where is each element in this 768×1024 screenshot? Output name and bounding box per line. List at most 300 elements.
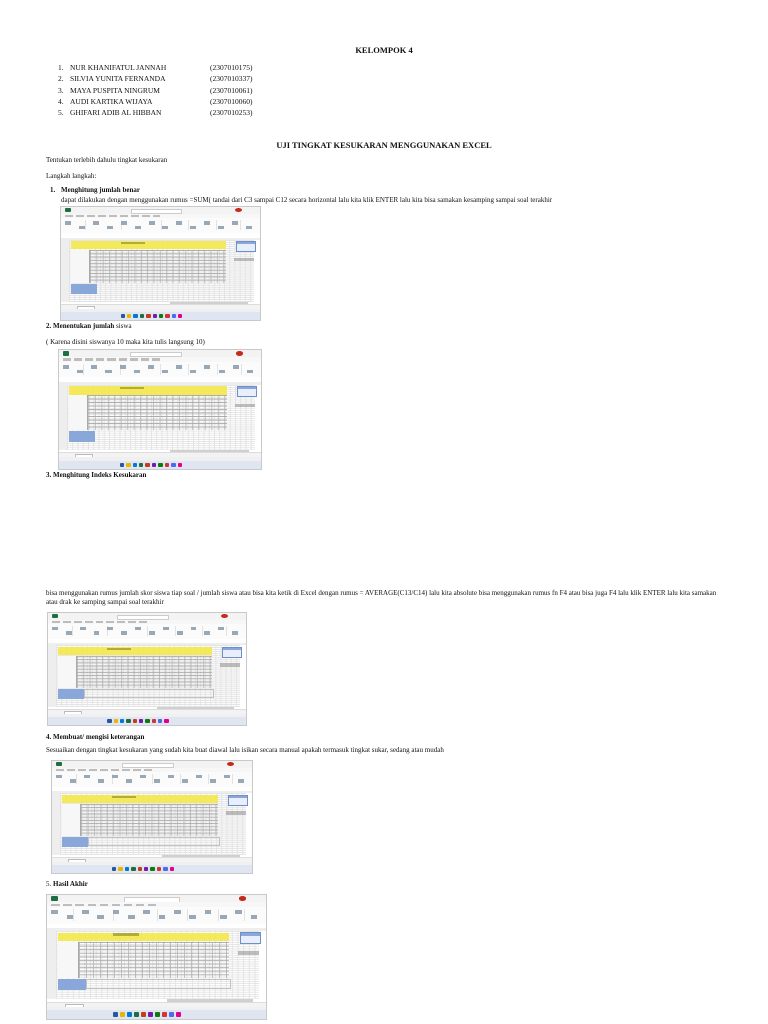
ribbon-tab — [63, 358, 71, 360]
header-highlight — [58, 647, 212, 655]
ribbon-group — [208, 774, 209, 784]
toolbar-icon — [220, 915, 227, 919]
toolbar-icon — [182, 779, 188, 783]
side-note — [220, 663, 240, 666]
toolbar-icon — [56, 775, 62, 779]
result-row — [84, 689, 215, 698]
ribbon-tab — [87, 215, 95, 217]
ribbon-tab — [141, 358, 149, 360]
row-headers — [52, 791, 60, 855]
ribbon-tab — [144, 769, 152, 771]
member-id: (2307010253) — [210, 108, 253, 118]
ribbon-group — [241, 364, 242, 375]
ribbon-group — [240, 220, 241, 230]
toolbar-icon — [162, 370, 168, 374]
toolbar-icon — [94, 631, 100, 635]
ribbon-toolbar — [47, 907, 266, 924]
ribbon-tab — [136, 904, 145, 906]
summary-rows — [58, 979, 86, 990]
taskbar-app-icon — [112, 867, 116, 871]
toolbar-icon — [219, 370, 225, 374]
member-number: 2. — [58, 74, 64, 84]
toolbar-icon — [112, 775, 118, 779]
toolbar-icon — [143, 910, 150, 914]
toolbar-icon — [84, 775, 90, 779]
ribbon-group — [72, 626, 73, 636]
member-name: GHIFARI ADIB AL HIBBAN — [70, 108, 162, 118]
taskbar-app-icon — [140, 314, 144, 318]
ribbon-toolbar — [59, 362, 261, 378]
toolbar-icon — [154, 779, 160, 783]
taskbar-app-icon — [170, 867, 174, 871]
member-id: (2307010175) — [210, 63, 253, 72]
ribbon-tab — [128, 621, 136, 623]
taskbar-app-icon — [126, 463, 130, 467]
toolbar-icon — [204, 365, 210, 369]
windows-taskbar — [48, 717, 246, 725]
excel-logo-icon — [63, 351, 69, 355]
ribbon-group — [152, 774, 153, 784]
toolbar-icon — [247, 370, 253, 374]
ribbon-tab — [89, 769, 97, 771]
toolbar-icon — [176, 365, 182, 369]
header-highlight — [71, 241, 226, 249]
ribbon-tab — [120, 215, 128, 217]
taskbar-app-icon — [162, 1012, 167, 1016]
taskbar-app-icon — [121, 314, 125, 318]
toolbar-icon — [70, 779, 76, 783]
member-name: MAYA PUSPITA NINGRUM — [70, 85, 160, 95]
taskbar-app-icon — [176, 1012, 181, 1016]
ribbon-tab — [107, 358, 115, 360]
member-number: 3. — [58, 85, 64, 95]
taskbar-app-icon — [120, 719, 124, 723]
ribbon-group — [232, 774, 233, 784]
excel-logo-icon — [51, 896, 58, 900]
taskbar-app-icon — [141, 1012, 146, 1016]
ribbon-tab — [56, 769, 64, 771]
ribbon-tab — [130, 358, 138, 360]
toolbar-icon — [105, 370, 111, 374]
taskbar-app-icon — [153, 314, 157, 318]
ribbon-tab — [112, 904, 121, 906]
ribbon-tab — [119, 358, 127, 360]
score-table — [62, 804, 218, 836]
criteria-legend — [228, 795, 248, 806]
member-id: (2307010337) — [210, 74, 253, 84]
toolbar-icon — [82, 910, 89, 914]
toolbar-icon — [218, 627, 224, 631]
windows-taskbar — [61, 312, 260, 320]
score-table — [69, 395, 227, 430]
taskbar-app-icon — [165, 314, 169, 318]
ribbon-tab — [52, 621, 60, 623]
step1-number: 1. — [50, 186, 56, 194]
toolbar-icon — [66, 631, 72, 635]
ribbon-tab — [111, 769, 119, 771]
row-headers — [61, 238, 69, 302]
summary-rows — [62, 837, 88, 847]
toolbar-icon — [63, 365, 69, 369]
ribbon-group — [217, 364, 218, 375]
row-headers — [59, 382, 67, 450]
taskbar-app-icon — [172, 314, 176, 318]
toolbar-icon — [98, 779, 104, 783]
user-avatar-icon — [239, 896, 247, 900]
step2-title — [46, 322, 132, 331]
ribbon-tab — [100, 904, 109, 906]
document-subtitle: UJI TINGKAT KESUKARAN MENGGUNAKAN EXCEL — [276, 140, 492, 150]
score-table — [71, 250, 226, 283]
ribbon-tab — [109, 215, 117, 217]
legend-header — [229, 796, 247, 798]
ribbon-tab — [117, 621, 125, 623]
taskbar-app-icon — [158, 463, 162, 467]
taskbar-app-icon — [127, 314, 131, 318]
toolbar-icon — [159, 915, 166, 919]
student-names-column — [58, 656, 77, 688]
taskbar-app-icon — [163, 867, 167, 871]
student-names-column — [58, 942, 79, 978]
member-row — [58, 96, 253, 107]
excel-logo-icon — [65, 208, 71, 212]
taskbar-app-icon — [171, 463, 175, 467]
taskbar-app-icon — [145, 463, 149, 467]
result-row — [86, 979, 230, 988]
toolbar-icon — [134, 370, 140, 374]
summary-rows — [71, 284, 97, 294]
step1-text: dapat dilakukan dengan menggunakan rumus =SUM( tandai dari C3 sampai C12 secara horizontal lalu kita klik ENTER lalu kita bisa samakan kesamping sampai soal terakhir — [61, 196, 553, 204]
ribbon-tab — [75, 904, 84, 906]
ribbon-group — [218, 909, 219, 920]
ribbon-tab — [74, 358, 82, 360]
member-row — [58, 107, 253, 118]
taskbar-app-icon — [134, 1012, 139, 1016]
taskbar-app-icon — [159, 314, 163, 318]
taskbar-app-icon — [178, 463, 182, 467]
side-note — [235, 404, 255, 408]
ribbon-group — [188, 364, 189, 375]
toolbar-icon — [196, 775, 202, 779]
taskbar-app-icon — [133, 314, 137, 318]
ribbon-toolbar — [52, 772, 252, 788]
toolbar-icon — [113, 910, 120, 914]
criteria-legend — [240, 932, 262, 944]
toolbar-icon — [79, 226, 85, 230]
taskbar-app-icon — [145, 719, 149, 723]
ribbon-group — [244, 909, 245, 920]
toolbar-icon — [232, 221, 238, 225]
windows-taskbar — [52, 865, 252, 873]
member-row — [58, 62, 253, 73]
toolbar-icon — [77, 370, 83, 374]
step2-text: ( Karena disini siswanya 10 maka kita tulis langsung 10) — [46, 338, 205, 346]
toolbar-icon — [52, 627, 58, 631]
member-name: SILVIA YUNITA FERNANDA — [70, 74, 166, 84]
toolbar-icon — [149, 221, 155, 225]
toolbar-icon — [251, 915, 258, 919]
toolbar-icon — [135, 627, 141, 631]
taskbar-app-icon — [125, 867, 129, 871]
taskbar-app-icon — [157, 867, 161, 871]
toolbar-icon — [126, 779, 132, 783]
toolbar-icon — [140, 775, 146, 779]
ribbon-tab — [78, 769, 86, 771]
member-name: NUR KHANIFATUL JANNAH — [70, 63, 167, 72]
header-label — [113, 933, 139, 935]
ribbon-tab — [63, 621, 71, 623]
ribbon-tab — [98, 215, 106, 217]
member-list — [58, 62, 253, 118]
user-avatar-icon — [236, 351, 243, 355]
taskbar-app-icon — [139, 719, 143, 723]
member-id: (2307010060) — [210, 96, 253, 106]
toolbar-icon — [91, 365, 97, 369]
toolbar-icon — [205, 910, 212, 914]
toolbar-icon — [120, 365, 126, 369]
ribbon-tab — [85, 621, 93, 623]
excel-logo-icon — [56, 762, 62, 766]
toolbar-icon — [238, 779, 244, 783]
taskbar-app-icon — [169, 1012, 174, 1016]
toolbar-icon — [67, 915, 74, 919]
taskbar-app-icon — [113, 1012, 118, 1016]
intro-text: Tentukan terlebih dahulu tingkat kesukaran — [46, 156, 168, 164]
toolbar-icon — [135, 226, 141, 230]
step1-title: Menghitung jumlah benar — [61, 186, 140, 194]
ribbon-group — [180, 774, 181, 784]
ribbon-tab — [139, 621, 147, 623]
score-table — [58, 656, 212, 688]
ribbon-tab — [67, 769, 75, 771]
member-row — [58, 73, 253, 84]
taskbar-app-icon — [158, 719, 162, 723]
legend-header — [237, 242, 255, 244]
student-names-column — [69, 395, 88, 430]
toolbar-icon — [210, 779, 216, 783]
toolbar-icon — [128, 915, 135, 919]
toolbar-icon — [246, 226, 252, 230]
header-highlight — [62, 795, 218, 803]
taskbar-app-icon — [146, 314, 150, 318]
toolbar-icon — [168, 775, 174, 779]
toolbar-icon — [191, 627, 197, 631]
taskbar-app-icon — [127, 1012, 132, 1016]
member-id: (2307010061) — [210, 85, 253, 95]
step5-title-bold: Hasil Akhir — [53, 880, 88, 888]
taskbar-app-icon — [152, 719, 156, 723]
taskbar-app-icon — [133, 719, 137, 723]
toolbar-icon — [107, 627, 113, 631]
windows-taskbar — [47, 1010, 266, 1019]
step4-title: 4. Membuat/ mengisi keterangan — [46, 733, 145, 741]
step2-title-bold: 2. Menentukan jumlah — [46, 322, 115, 330]
ribbon-toolbar — [61, 218, 260, 234]
ribbon-tab — [124, 904, 133, 906]
member-number: 4. — [58, 96, 64, 106]
excel-screenshot-step-3 — [47, 612, 247, 726]
ribbon-tab — [74, 621, 82, 623]
taskbar-app-icon — [164, 719, 168, 723]
header-label — [121, 242, 145, 244]
ribbon-tab — [85, 358, 93, 360]
toolbar-icon — [65, 221, 71, 225]
taskbar-app-icon — [118, 867, 122, 871]
ribbon-tab — [142, 215, 150, 217]
ribbon-tab — [96, 621, 104, 623]
ribbon-group — [161, 220, 162, 230]
toolbar-icon — [177, 631, 183, 635]
toolbar-icon — [80, 627, 86, 631]
ribbon-group — [202, 626, 203, 636]
header-highlight — [58, 933, 229, 942]
taskbar-app-icon — [126, 719, 130, 723]
header-highlight — [69, 386, 227, 394]
toolbar-icon — [189, 915, 196, 919]
taskbar-app-icon — [148, 1012, 153, 1016]
header-label — [120, 387, 144, 389]
taskbar-app-icon — [133, 463, 137, 467]
ribbon-group — [73, 909, 74, 920]
ribbon-tab — [76, 215, 84, 217]
toolbar-icon — [121, 631, 127, 635]
taskbar-app-icon — [131, 867, 135, 871]
toolbar-icon — [176, 221, 182, 225]
taskbar-app-icon — [178, 314, 182, 318]
toolbar-icon — [204, 631, 210, 635]
ribbon-tab — [100, 769, 108, 771]
toolbar-icon — [204, 221, 210, 225]
toolbar-icon — [174, 910, 181, 914]
header-label — [112, 796, 136, 798]
step5-title — [46, 880, 88, 889]
toolbar-icon — [162, 226, 168, 230]
summary-rows — [69, 431, 95, 442]
taskbar-app-icon — [138, 867, 142, 871]
ribbon-group — [157, 909, 158, 920]
ribbon-tab — [65, 215, 73, 217]
excel-screenshot-step-2 — [58, 349, 262, 470]
ribbon-tab — [106, 621, 114, 623]
step2-title-rest: siswa — [114, 322, 132, 330]
excel-screenshot-final — [46, 894, 267, 1020]
score-table — [58, 942, 229, 978]
toolbar-icon — [235, 910, 242, 914]
excel-screenshot-step-1 — [60, 206, 261, 321]
summary-rows — [58, 689, 84, 699]
toolbar-icon — [163, 627, 169, 631]
taskbar-app-icon — [150, 867, 154, 871]
steps-label: Langkah langkah: — [46, 172, 97, 180]
toolbar-icon — [149, 631, 155, 635]
ribbon-toolbar — [48, 624, 246, 640]
taskbar-app-icon — [139, 463, 143, 467]
member-number: 5. — [58, 108, 64, 118]
member-name: AUDI KARTIKA WIJAYA — [70, 96, 153, 106]
ribbon-tab — [148, 904, 157, 906]
ribbon-tab — [133, 769, 141, 771]
excel-logo-icon — [52, 614, 58, 618]
student-names-column — [71, 250, 90, 283]
step5-number: 5. — [46, 880, 53, 888]
taskbar-app-icon — [155, 1012, 160, 1016]
windows-taskbar — [59, 461, 261, 469]
ribbon-tab — [122, 769, 130, 771]
row-headers — [48, 643, 56, 707]
result-row — [88, 837, 220, 846]
toolbar-icon — [93, 221, 99, 225]
ribbon-group — [85, 220, 86, 230]
ribbon-tab — [88, 904, 97, 906]
ribbon-group — [226, 626, 227, 636]
ribbon-group — [83, 364, 84, 375]
taskbar-app-icon — [144, 867, 148, 871]
user-avatar-icon — [235, 208, 242, 212]
step4-text: Sesuaikan dengan tingkat kesukaran yang sudah kita buat diawal lalu isikan secara manual apakah termasuk tingkat sukar, sedang atau mudah — [46, 746, 444, 754]
taskbar-app-icon — [107, 719, 111, 723]
ribbon-tab — [63, 904, 72, 906]
ribbon-group — [76, 774, 77, 784]
taskbar-app-icon — [152, 463, 156, 467]
legend-header — [241, 933, 261, 935]
toolbar-icon — [107, 226, 113, 230]
toolbar-icon — [232, 631, 238, 635]
ribbon-tab — [96, 358, 104, 360]
criteria-legend — [236, 241, 256, 252]
toolbar-icon — [97, 915, 104, 919]
ribbon-group — [160, 364, 161, 375]
ribbon-group — [187, 909, 188, 920]
side-note — [234, 258, 254, 261]
legend-header — [223, 648, 241, 650]
toolbar-icon — [233, 365, 239, 369]
taskbar-app-icon — [165, 463, 169, 467]
ribbon-tab — [152, 358, 160, 360]
toolbar-icon — [121, 221, 127, 225]
ribbon-tab — [131, 215, 139, 217]
step3-text: bisa menggunakan rumus jumlah skor siswa tiap soal / jumlah siswa atau bisa kita ketik di Excel dengan rumus = AVERAGE(C13/C14) lalu kita absolute bisa menggunakan rumus fn F4 atau bisa juga F4 lalu klik ENTER lalu kita samakan atau drak ke samping sampai soal terakhir — [46, 589, 717, 606]
criteria-legend — [222, 647, 242, 658]
toolbar-icon — [224, 775, 230, 779]
member-number: 1. — [58, 63, 64, 72]
taskbar-app-icon — [114, 719, 118, 723]
ribbon-group — [147, 626, 148, 636]
ribbon-group — [216, 220, 217, 230]
toolbar-icon — [148, 365, 154, 369]
ribbon-tab — [153, 215, 161, 217]
taskbar-app-icon — [120, 463, 124, 467]
criteria-legend — [237, 386, 257, 398]
toolbar-icon — [190, 370, 196, 374]
taskbar-app-icon — [120, 1012, 125, 1016]
document-title: KELOMPOK 4 — [355, 45, 413, 55]
ribbon-tab — [51, 904, 60, 906]
student-names-column — [62, 804, 81, 836]
user-avatar-icon — [227, 762, 234, 766]
ribbon-group — [188, 220, 189, 230]
toolbar-icon — [51, 910, 58, 914]
row-headers — [47, 928, 56, 999]
legend-header — [238, 387, 256, 389]
excel-screenshot-step-4 — [51, 760, 253, 874]
side-note — [226, 811, 246, 814]
side-note — [238, 951, 260, 955]
toolbar-icon — [190, 226, 196, 230]
user-avatar-icon — [221, 614, 228, 618]
step3-title: 3. Menghitung Indeks Kesukaran — [46, 471, 147, 479]
member-row — [58, 85, 253, 96]
toolbar-icon — [218, 226, 224, 230]
